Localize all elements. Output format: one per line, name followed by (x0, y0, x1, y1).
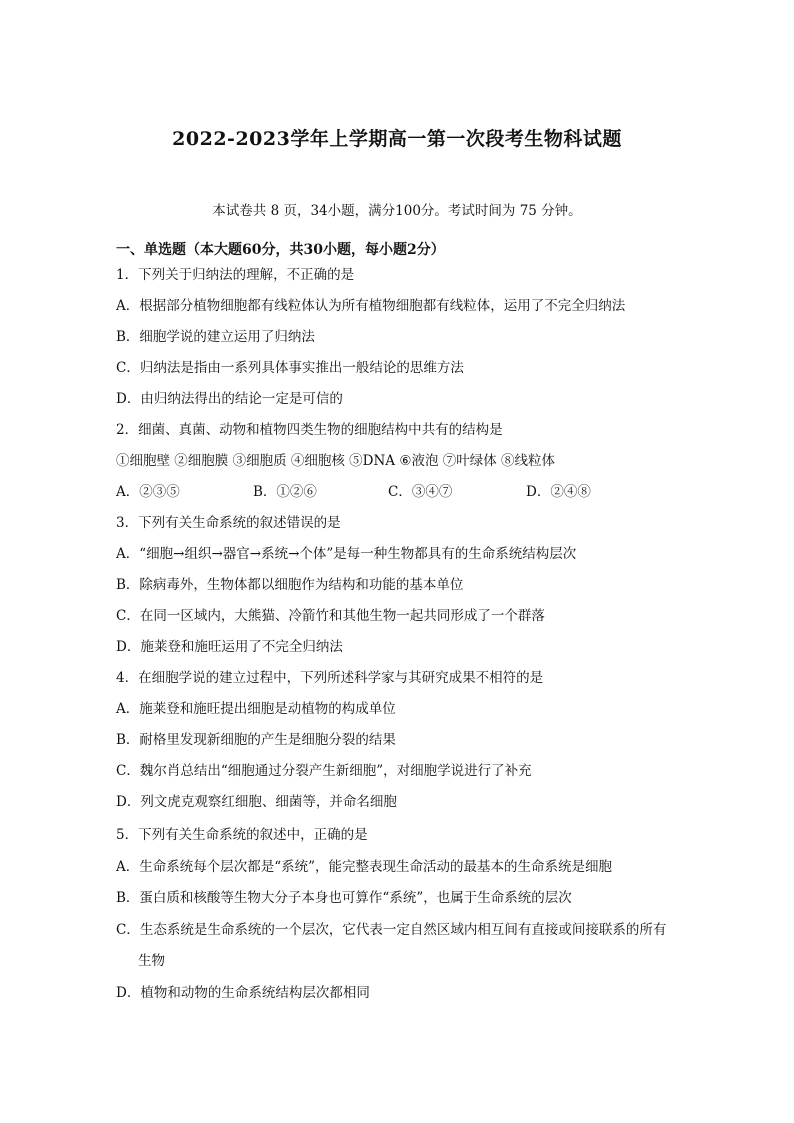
question-stem: 4．在细胞学说的建立过程中，下列所述科学家与其研究成果不相符的是 (116, 670, 544, 686)
options-row (116, 483, 696, 501)
question-stem: 3．下列有关生命系统的叙述错误的是 (116, 515, 341, 531)
option-a: A．根据部分植物细胞都有线粒体认为所有植物细胞都有线粒体，运用了不完全归纳法 (116, 298, 626, 314)
question-items: ①细胞壁 ②细胞膜 ③细胞质 ④细胞核 ⑤DNA ⑥液泡 ⑦叶绿体 ⑧线粒体 (116, 453, 556, 469)
question-stem: 1．下列关于归纳法的理解，不正确的是 (116, 267, 355, 283)
question-stem: 5．下列有关生命系统的叙述中，正确的是 (116, 827, 368, 843)
option-d: D．植物和动物的生命系统结构层次都相同 (116, 985, 370, 1001)
option-c: C．归纳法是指由一系列具体事实推出一般结论的思维方法 (116, 360, 464, 376)
option-a: A．②③⑤ (116, 484, 180, 500)
option-c: C．生态系统是生命系统的一个层次，它代表一定自然区域内相互间有直接或间接联系的所有 (116, 922, 667, 938)
option-c-continuation: 生物 (138, 953, 165, 969)
option-a: A．生命系统每个层次都是“系统”，能完整表现生命活动的最基本的生命系统是细胞 (116, 859, 613, 875)
section-heading: 一、单选题（本大题60分，共30小题，每小题2分） (116, 242, 445, 258)
exam-title: 2022-2023学年上学期高一第一次段考生物科试题 (172, 128, 622, 150)
option-b: B．①②⑥ (253, 484, 317, 500)
option-d: D．由归纳法得出的结论一定是可信的 (116, 391, 343, 407)
question-stem: 2．细菌、真菌、动物和植物四类生物的细胞结构中共有的结构是 (116, 422, 503, 438)
exam-intro: 本试卷共 8 页，34小题，满分100分。考试时间为 75 分钟。 (212, 203, 582, 219)
option-d: D．②④⑧ (526, 484, 591, 500)
option-c: C．③④⑦ (388, 484, 453, 500)
option-c: C．魏尔肖总结出“细胞通过分裂产生新细胞”，对细胞学说进行了补充 (116, 763, 532, 779)
option-d: D．施莱登和施旺运用了不完全归纳法 (116, 639, 343, 655)
option-b: B．除病毒外，生物体都以细胞作为结构和功能的基本单位 (116, 577, 464, 593)
option-b: B．蛋白质和核酸等生物大分子本身也可算作“系统”，也属于生命系统的层次 (116, 890, 572, 906)
option-b: B．细胞学说的建立运用了归纳法 (116, 329, 315, 345)
option-a: A．施莱登和施旺提出细胞是动植物的构成单位 (116, 701, 396, 717)
option-a: A．“细胞→组织→器官→系统→个体”是每一种生物都具有的生命系统结构层次 (116, 546, 577, 562)
option-b: B．耐格里发现新细胞的产生是细胞分裂的结果 (116, 732, 396, 748)
option-d: D．列文虎克观察红细胞、细菌等，并命名细胞 (116, 794, 397, 810)
option-c: C．在同一区域内，大熊猫、冷箭竹和其他生物一起共同形成了一个群落 (116, 608, 545, 624)
